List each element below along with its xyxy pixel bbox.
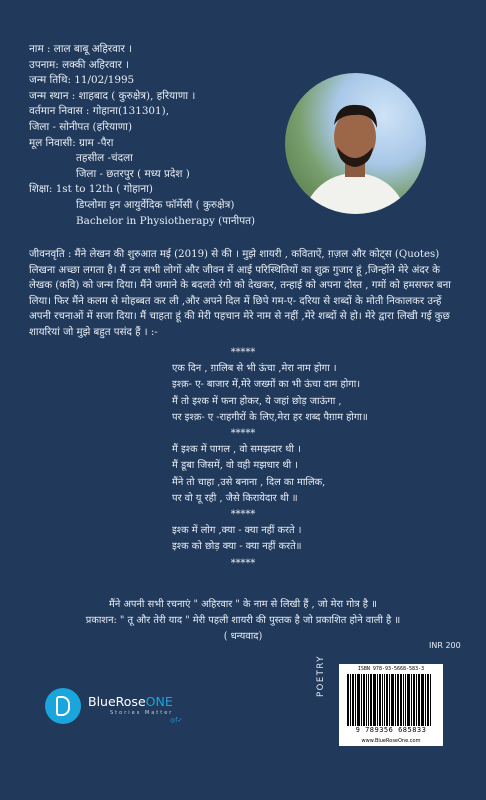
poem-line: पर इश्क़- ए -राहगीरों के लिए,मेरा हर शब्द पैग़ाम होगा॥ <box>172 411 368 423</box>
poem-line: मैं तो इश्क में फना होकर, ये जहां छोड़ जाऊंगा , <box>172 395 342 407</box>
publisher-name <box>88 694 173 709</box>
publisher-name-main: BlueRose <box>88 694 146 709</box>
separator: ***** <box>230 428 256 440</box>
author-intro: जीवनवृति : मैंने लेखन की शुरुआत मई (2019) से की । मुझे शायरी , कविताऐं, ग़ज़ल और कोट्स (Quotes) लिखना अच्छा लगता है। मैं उन सभी लोगों और जीवन में आई परिस्थितियों का शुक्र गुजार हूं ,जिन्होंने मेरे अंदर के लेखक (कवि) को जन्म दिया। मैंने जमाने के बदलते रंगो को देखकर, तन्हाई को अपना दोस्त , गमों को हमसफर बना लिया। फिर मैंने कलम से मोहब्बत कर ली ,और अपने दिल में छिपे गम-ए- दरिया से शब्दों के मोती निकालकर उन्हें अपनी रचनाओं में सजा दिया। मैं चाहता हूं की मेरी पहचान मेरे नाम से नहीं ,मेरे शब्दों से हो। मेरे द्वारा लिखी गई कुछ शायरियां जो मुझे बहुत पसंद हैं । :- <box>29 249 451 338</box>
isbn-label: ISBN 978-93-5668-583-3 <box>357 666 425 672</box>
publisher-tagline: Stories Matter <box>110 710 174 716</box>
poem-line: पर वो यू रही , जैसे किरायेदार थी ॥ <box>172 492 298 504</box>
author-birth-place: जन्म स्थान : शाहबाद ( कुरुक्षेत्र), हरियाणा । <box>29 89 196 102</box>
author-pen-name: उपनाम: लक्की अहिरवार । <box>29 58 130 71</box>
closing-notes <box>0 597 486 645</box>
separator: ***** <box>230 509 256 521</box>
poem-line: इश्क को छोड़ क्या - क्या नहीं करते॥ <box>172 541 302 553</box>
author-diploma: डिप्लोमा इन आयुर्वेदिक फॉर्मेसी ( कुरुक्षेत्र) <box>76 198 235 211</box>
author-district-current: जिला - सोनीपत (हरियाणा) <box>29 120 133 133</box>
closing-line: प्रकाशन: " तू और तेरी याद " मेरी पहली शायरी की पुस्तक है जो प्रकाशित होने वाली है ॥ <box>85 615 401 626</box>
author-district-native: जिला - छतरपुर ( मध्य प्रदेश ) <box>76 167 190 180</box>
isbn-barcode <box>339 664 443 744</box>
poem-line: इश्क में लोग ,क्या - क्या नहीं करते । <box>172 525 302 537</box>
publisher-logo-icon <box>45 688 81 724</box>
poem-line: मैं इश्क में पागल , वो समझदार थी । <box>172 444 301 456</box>
author-bachelor: Bachelor in Physiotherapy (पानीपत) <box>76 214 256 227</box>
author-tehsil: तहसील -चंदला <box>76 152 133 165</box>
barcode-icon <box>347 674 435 726</box>
poem-line: मैंने तो चाहा ,उसे बनाना , दिल का मालिक, <box>172 476 326 488</box>
poems-section <box>0 345 486 572</box>
poem-line: मैं डूबा जिसमें, वो वही मझधार थी । <box>172 460 298 472</box>
author-portrait-icon <box>285 73 426 214</box>
author-current-address: वर्तमान निवास : गोहाना(131301), <box>29 105 170 118</box>
poem-line: इश्क़- ए- बाजार में,मेरे जख्मों का भी ऊंचा दाम होगा। <box>172 379 361 391</box>
separator: ***** <box>230 347 256 358</box>
category-label: POETRY <box>316 655 326 697</box>
author-photo <box>285 73 426 214</box>
author-name: नाम : लाल बाबू अहिरवार । <box>29 43 133 55</box>
barcode-digits: 9 789356 685833 <box>355 726 427 734</box>
thanks-line: ( धन्यवाद) <box>223 631 263 642</box>
publisher-website: www.BlueRoseOne.com <box>339 736 443 746</box>
poem-line: एक दिन , ग़ालिब से भी ऊंचा ,मेरा नाम होगा । <box>172 363 337 375</box>
author-dob: जन्म तिथि: 11/02/1995 <box>29 74 135 87</box>
closing-line: मैंने अपनी सभी रचनाएं " अहिरवार " के नाम से लिखी हैं , जो मेरा गोत्र है ॥ <box>109 599 377 610</box>
author-bio <box>29 42 329 229</box>
price-label: INR 200 <box>429 641 461 650</box>
author-education: शिक्षा: 1st to 12th ( गोहाना) <box>29 183 153 196</box>
publisher-name-one: ONE <box>145 694 173 709</box>
author-native: मूल निवासी: ग्राम -पैरा <box>29 136 114 149</box>
social-icons: ◎f✓ <box>170 717 183 724</box>
separator: ***** <box>230 557 256 569</box>
